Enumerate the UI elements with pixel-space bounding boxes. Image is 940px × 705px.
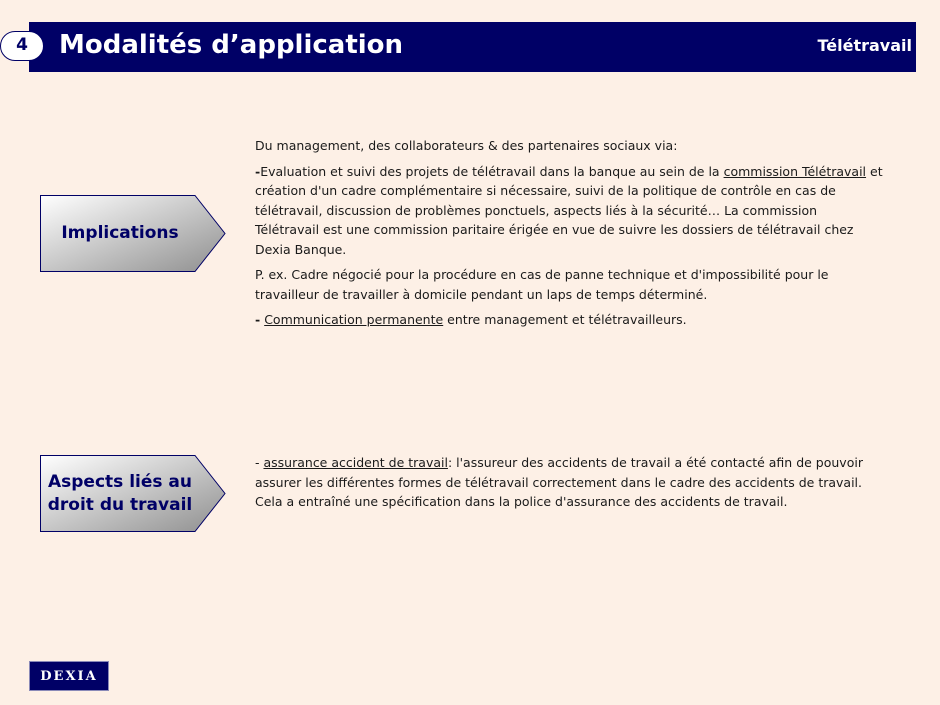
bullet-dash: -: [255, 163, 261, 179]
legal-aspects-label-line1: Aspects liés au: [47, 471, 192, 492]
implications-intro: Du management, des collaborateurs & des partenaires sociaux via:: [255, 138, 678, 153]
assurance-accident-link: assurance accident de travail: [263, 455, 448, 470]
page-title: Modalités d’application: [59, 30, 404, 60]
dexia-logo-text: DEXIA: [40, 668, 98, 684]
dexia-logo: [29, 661, 109, 691]
slide-number-badge: 4: [0, 31, 44, 61]
commission-teletravail-link: commission Télétravail: [723, 163, 867, 179]
section-label: Télétravail: [817, 36, 912, 55]
bullet-text: Evaluation et suivi des projets de télétravail dans la banque au sein de la: [260, 163, 724, 179]
bullet-dash: -: [255, 455, 264, 470]
implications-example: P. ex. Cadre négocié pour la procédure en cas de panne technique et d'impossibilité pour le travailleur de travailler à domicile pendant un laps de temps déterminé.: [255, 267, 829, 302]
implications-bullet-communication: [255, 310, 885, 330]
bullet-dash: -: [255, 312, 261, 327]
legal-aspects-label: [40, 455, 200, 532]
legal-aspects-content: [255, 453, 885, 518]
implications-label: Implications: [61, 223, 179, 243]
implications-arrow-box: [40, 195, 226, 272]
communication-permanente-link: Communication permanente: [264, 312, 444, 327]
implications-content: [255, 136, 885, 336]
legal-aspects-label-line2: droit du travail: [47, 494, 193, 515]
bullet-text: entre management et télétravailleurs.: [443, 312, 687, 327]
legal-aspects-arrow-box: [40, 455, 226, 532]
paragraph-text: : l'assureur des accidents de travail a été contacté afin de pouvoir assurer les différentes formes de télétravail correctement dans le cadre des accidents de travail. Cela a entraîné une spécification dans la police d'assurance des accidents de travail.: [255, 455, 863, 509]
legal-aspects-paragraph: [255, 453, 885, 512]
bullet-text: et création d'un cadre complémentaire si nécessaire, suivi de la politique de contrôle en cas de télétravail, discussion de problèmes ponctuels, aspects liés à la sécurité… La commission Télétravail est une commission paritaire érigée en vue de suivre les dossiers de télétravail chez Dexia Banque.: [255, 163, 883, 257]
implications-bullet-evaluation: [255, 162, 885, 260]
